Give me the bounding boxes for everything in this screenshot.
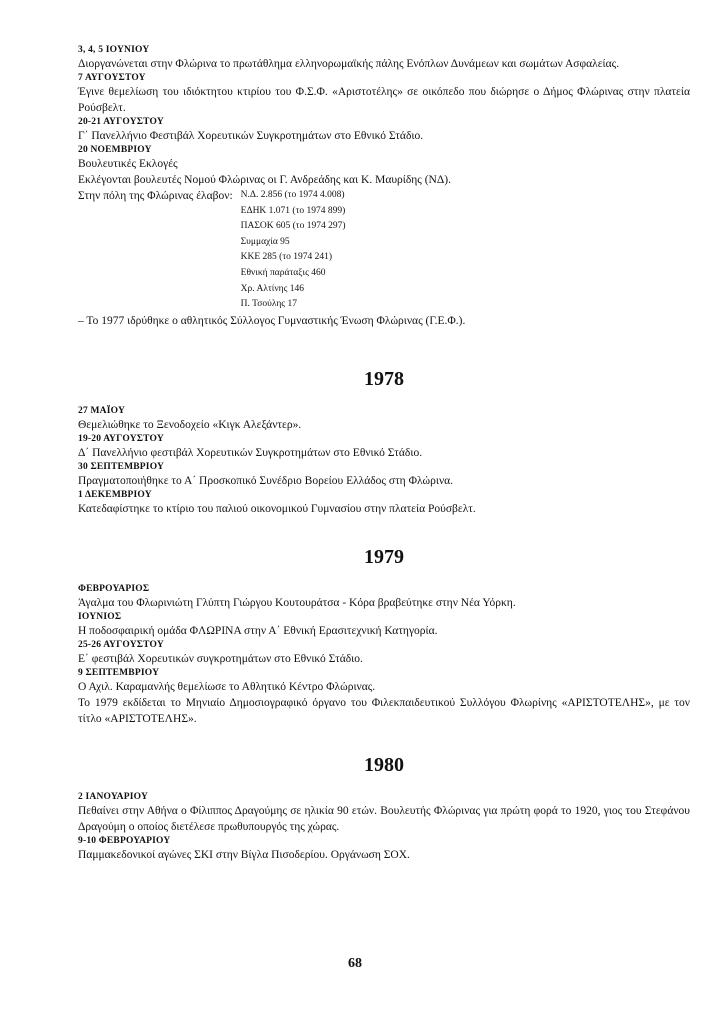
entry-text: Εκλέγονται βουλευτές Νομού Φλώρινας οι Γ. Ανδρεάδης και Κ. Μαυρίδης (ΝΔ). <box>78 174 451 186</box>
entry <box>78 489 690 517</box>
entry-text: Πεθαίνει στην Αθήνα ο Φίλιππος Δραγούμης σε ηλικία 90 ετών. Βουλευτής Φλώρινας για πρώτη φορά το 1920, γιος του Στεφάνου Δραγούμη ο οποίος διετέλεσε πρωθυπουργός της χώρας. <box>78 804 690 833</box>
entry <box>78 611 690 639</box>
entry-date: ΙΟΥΝΙΟΣ <box>78 611 122 622</box>
entry-text: Έγινε θεμελίωση του ιδιόκτητου κτιρίου του Φ.Σ.Φ. «Αριστοτέλης» σε οικόπεδο που διώρησε ο Δήμος Φλώρινας στην πλατεία Ρούσβελτ. <box>78 86 690 114</box>
entry-text: Θεμελιώθηκε το Ξενοδοχείο «Κιγκ Αλεξάντερ». <box>78 418 302 431</box>
vote-result: Εθνική παράταξις 460 <box>240 267 326 278</box>
vote-result: Συμμαχία 95 <box>240 236 290 247</box>
entry-date: 1 ΔΕΚΕΜΒΡΙΟΥ <box>78 489 152 500</box>
entry <box>78 461 690 489</box>
entry-text: Παμμακεδονικοί αγώνες ΣΚΙ στην Βίγλα Πισοδερίου. Οργάνωση ΣΟΧ. <box>78 848 410 861</box>
votes-list <box>241 188 346 313</box>
entry <box>78 667 690 727</box>
entry-date: 30 ΣΕΠΤΕΜΒΡΙΟΥ <box>78 461 165 472</box>
entry-date: 7 ΑΥΓΟΥΣΤΟΥ <box>78 73 146 83</box>
votes-block <box>78 188 690 313</box>
entry-date: 9 ΣΕΠΤΕΜΒΡΙΟΥ <box>78 667 160 678</box>
entry-text: Το 1979 εκδίδεται το Μηνιαίο Δημοσιογραφικό όργανο του Φιλεκπαιδευτικού Συλλόγου Φλωρίνης «ΑΡΙΣΤΟΤΕΛΗΣ», με τον τίτλο «ΑΡΙΣΤΟΤΕΛΗΣ». <box>78 696 690 725</box>
entry-date: 27 ΜΑΪΟΥ <box>78 405 126 416</box>
entry-text: Άγαλμα του Φλωρινιώτη Γλύπτη Γιώργου Κουτουράτσα - Κόρα βραβεύτηκε στην Νέα Υόρκη. <box>78 596 516 609</box>
entry-text: Βουλευτικές Εκλογές <box>78 158 178 170</box>
entry <box>78 583 690 611</box>
entry-text: Η ποδοσφαιρική ομάδα ΦΛΩΡΙΝΑ στην Α΄ Εθνική Ερασιτεχνική Κατηγορία. <box>78 624 438 637</box>
entry-text: Κατεδαφίστηκε το κτίριο του παλιού οικονομικού Γυμνασίου στην πλατεία Ρούσβελτ. <box>78 502 476 515</box>
entry <box>78 433 690 461</box>
entry-date: 19-20 ΑΥΓΟΥΣΤΟΥ <box>78 433 164 444</box>
entry-text: Γ΄ Πανελλήνιο Φεστιβάλ Χορευτικών Συγκροτημάτων στο Εθνικό Στάδιο. <box>78 130 424 142</box>
vote-result: ΕΔΗΚ 1.071 (το 1974 899) <box>240 205 346 216</box>
vote-result: Ν.Δ. 2.856 (το 1974 4.008) <box>240 190 345 200</box>
entry <box>78 835 690 863</box>
entry-date: 3, 4, 5 ΙΟΥΝΙΟΥ <box>78 45 150 55</box>
vote-result: ΠΑΣΟΚ 605 (το 1974 297) <box>240 221 346 232</box>
entry <box>78 639 690 667</box>
vote-result: Χρ. Αλτίνης 146 <box>240 283 304 294</box>
year-heading: 1978 <box>364 367 404 390</box>
entry <box>78 44 690 72</box>
entry-date: 25-26 ΑΥΓΟΥΣΤΟΥ <box>78 639 164 650</box>
vote-result: ΚΚΕ 285 (το 1974 241) <box>240 252 333 263</box>
entry-text: Δ΄ Πανελλήνιο φεστιβάλ Χορευτικών Συγκροτημάτων στο Εθνικό Στάδιο. <box>78 446 423 459</box>
entry-text: Διοργανώνεται στην Φλώρινα το πρωτάθλημα ελληνορωμαϊκής πάλης Ενόπλων Δυνάμεων και σωμάτων Ασφαλείας. <box>78 58 620 70</box>
entry <box>78 116 690 144</box>
entry-date: 2 ΙΑΝΟΥΑΡΙΟΥ <box>78 791 149 802</box>
votes-lead: Στην πόλη της Φλώρινας έλαβον: <box>78 190 233 202</box>
entry-date: ΦΕΒΡΟΥΑΡΙΟΣ <box>78 583 150 594</box>
entry-elections <box>78 144 690 313</box>
entry <box>78 72 690 116</box>
entry-date: 20-21 ΑΥΓΟΥΣΤΟΥ <box>78 117 164 127</box>
entry-text: Ο Αχιλ. Καραμανλής θεμελίωσε το Αθλητικό Κέντρο Φλώρινας. <box>78 680 376 693</box>
year-heading: 1980 <box>364 753 404 776</box>
entry <box>78 405 690 433</box>
vote-result: Π. Τσούλης 17 <box>240 299 297 310</box>
entry-text: Πραγματοποιήθηκε το Α΄ Προσκοπικό Συνέδριο Βορείου Ελλάδος στη Φλώρινα. <box>78 474 454 487</box>
page-body <box>78 44 690 863</box>
entry-text: Ε΄ φεστιβάλ Χορευτικών συγκροτημάτων στο Εθνικό Στάδιο. <box>78 652 363 665</box>
entry <box>78 791 690 835</box>
entry-date: 20 ΝΟΕΜΒΡΙΟΥ <box>78 145 152 155</box>
note: – Το 1977 ιδρύθηκε ο αθλητικός Σύλλογος Γυμναστικής Ένωση Φλώρινας (Γ.Ε.Φ.). <box>78 314 466 327</box>
entry-date: 9-10 ΦΕΒΡΟΥΑΡΙΟΥ <box>78 835 171 846</box>
year-heading: 1979 <box>364 545 404 568</box>
page-number: 68 <box>348 956 362 971</box>
